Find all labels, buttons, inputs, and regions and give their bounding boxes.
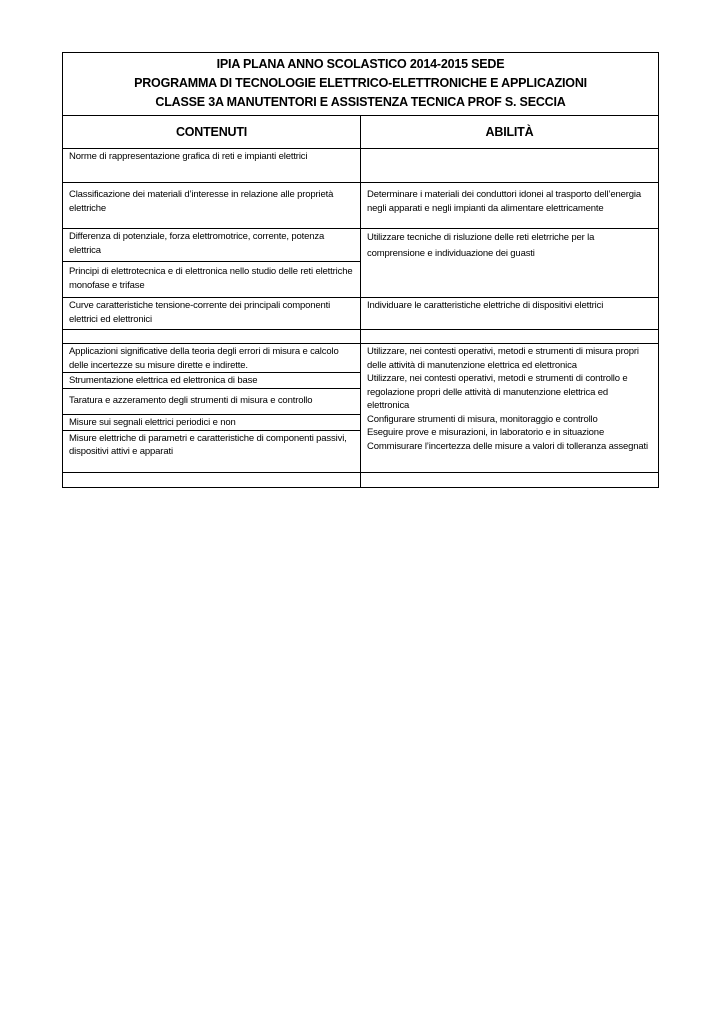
contenuti-cell [63, 330, 361, 344]
contenuti-cell [63, 373, 361, 389]
table-row [63, 344, 659, 373]
document-title [63, 53, 659, 116]
abilita-cell [361, 149, 659, 183]
table-row [63, 330, 659, 344]
abilita-cell [361, 298, 659, 330]
abilita-item: Utilizzare tecniche di risluzione delle reti eletrriche per la comprensione e individuazione dei guasti [367, 232, 595, 259]
contenuti-cell [63, 415, 361, 431]
title-row [63, 53, 659, 116]
contenuti-cell [63, 430, 361, 472]
contenuti-cell [63, 183, 361, 229]
table-row [63, 149, 659, 183]
column-header-contenuti: CONTENUTI [63, 116, 361, 149]
contenuti-cell [63, 229, 361, 262]
abilita-item: Commisurare l’incertezza delle misure a valori di tolleranza assegnati [367, 440, 648, 452]
contenuti-cell [63, 298, 361, 330]
contenuto-item: Applicazioni significative della teoria degli errori di misura e calcolo delle incertezze su misure dirette e indirette. [69, 346, 339, 371]
contenuto-item: Misure sui segnali elettrici periodici e non [69, 417, 236, 428]
abilita-item: Individuare le caratteristiche elettriche di dispositivi elettrici [367, 300, 604, 311]
column-header-abilita: ABILITÀ [361, 116, 659, 149]
contenuti-cell [63, 344, 361, 373]
table-row [63, 183, 659, 229]
abilita-item: Utilizzare, nei contesti operativi, metodi e strumenti di controllo e regolazione propri delle attività di manutenzione elettrica ed elettronica [367, 373, 628, 411]
contenuti-cell [63, 262, 361, 298]
table-row [63, 298, 659, 330]
abilita-item: Determinare i materiali dei conduttori idonei al trasporto dell’energia negli apparati e negli impianti da alimentare elettricamente [367, 189, 641, 214]
title-line-1: IPIA PLANA ANNO SCOLASTICO 2014-2015 SEDE [216, 57, 505, 71]
abilita-cell [361, 229, 659, 298]
contenuti-cell [63, 149, 361, 183]
contenuto-item: Strumentazione elettrica ed elettronica di base [69, 375, 258, 386]
contenuto-item: Curve caratteristiche tensione-corrente dei principali componenti elettrici ed elettronici [69, 300, 331, 325]
contenuto-item: Misure elettriche di parametri e caratteristiche di componenti passivi, dispositivi attivi e apparati [69, 432, 347, 457]
abilita-item: Configurare strumenti di misura, monitoraggio e controllo [367, 413, 598, 425]
table-row [63, 472, 659, 487]
contenuto-item: Classificazione dei materiali d’interesse in relazione alle proprietà elettriche [69, 189, 334, 214]
program-document [62, 52, 658, 488]
contenuto-item: Taratura e azzeramento degli strumenti di misura e controllo [69, 395, 313, 406]
title-line-2: PROGRAMMA DI TECNOLOGIE ELETTRICO-ELETTRONICHE E APPLICAZIONI [134, 76, 587, 90]
abilita-cell [361, 330, 659, 344]
abilita-item: Utilizzare, nei contesti operativi, metodi e strumenti di misura propri delle attività di manutenzione elettrica ed elettronica [367, 346, 639, 371]
program-table [62, 52, 659, 488]
abilita-cell [361, 183, 659, 229]
abilita-item: Eseguire prove e misurazioni, in laboratorio e in situazione [367, 427, 605, 438]
title-line-3: CLASSE 3A MANUTENTORI E ASSISTENZA TECNICA PROF S. SECCIA [155, 95, 566, 109]
table-row [63, 229, 659, 262]
contenuti-cell [63, 472, 361, 487]
contenuto-item: Principi di elettrotecnica e di elettronica nello studio delle reti elettriche monofase e trifase [69, 266, 353, 291]
abilita-cell [361, 344, 659, 473]
contenuti-cell [63, 389, 361, 415]
column-header-row [63, 116, 659, 149]
abilita-cell [361, 472, 659, 487]
contenuto-item: Norme di rappresentazione grafica di reti e impianti elettrici [69, 151, 308, 162]
contenuto-item: Differenza di potenziale, forza elettromotrice, corrente, potenza elettrica [69, 231, 325, 256]
